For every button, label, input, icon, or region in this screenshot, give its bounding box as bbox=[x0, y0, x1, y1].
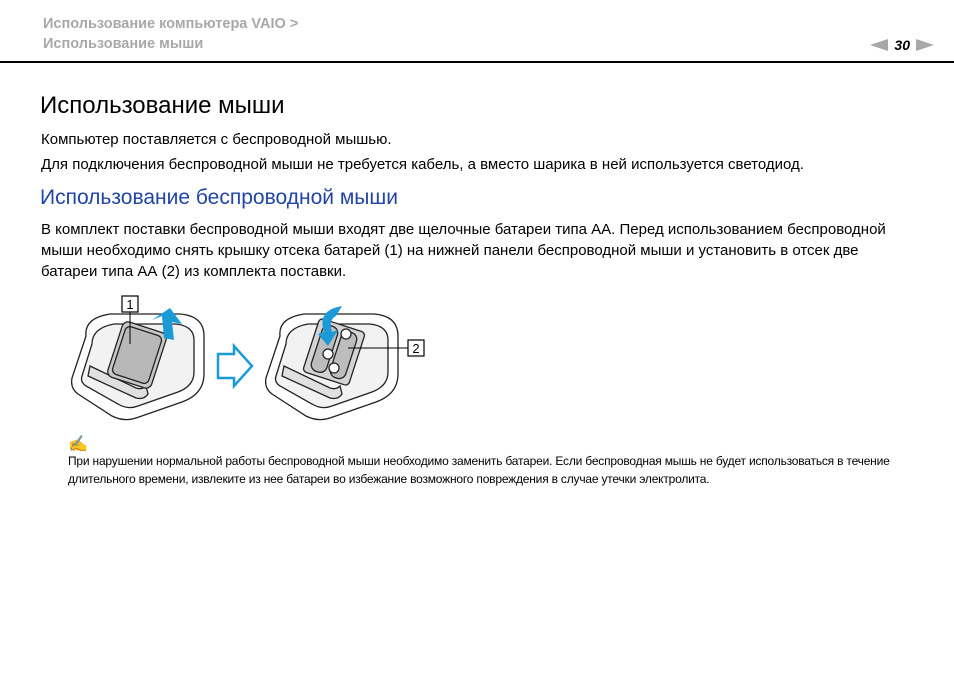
header-divider bbox=[0, 61, 954, 63]
page-number: 30 bbox=[894, 37, 910, 53]
intro-paragraph-2: Для подключения беспроводной мыши не требуется кабель, а вместо шарика в ней используется светодиод. bbox=[41, 156, 804, 173]
callout-label-2: 2 bbox=[412, 341, 420, 356]
mouse-underside-cover-removal bbox=[72, 314, 204, 420]
page-navigator bbox=[870, 36, 934, 54]
page-title: Использование мыши bbox=[40, 92, 285, 119]
mouse-battery-illustration bbox=[66, 290, 426, 426]
pencil-note-icon: ✍ bbox=[68, 436, 88, 453]
section-paragraph: В комплект поставки беспроводной мыши входят две щелочные батареи типа АА. Перед использованием беспроводной мыши необходимо снять крышку отсека батарей (1) на нижней панели беспроводной мыши и установить в отсек две батареи типа АА (2) из комплекта поставки. bbox=[41, 221, 886, 280]
breadcrumb-line-2: Использование мыши bbox=[43, 36, 204, 52]
next-page-arrow-icon[interactable] bbox=[916, 39, 934, 51]
breadcrumb-line-1: Использование компьютера VAIO > bbox=[43, 16, 299, 32]
note-text: При нарушении нормальной работы беспроводной мыши необходимо заменить батареи. Если беспроводная мышь не будет использоваться в течение длительного времени, извлеките из нее батареи во избежание возможного повреждения в случае утечки электролита. bbox=[68, 454, 890, 486]
mouse-underside-battery-insert bbox=[266, 314, 398, 420]
previous-page-arrow-icon[interactable] bbox=[870, 39, 888, 51]
intro-paragraph-1: Компьютер поставляется с беспроводной мышью. bbox=[41, 131, 392, 148]
callout-label-1: 1 bbox=[126, 297, 134, 312]
section-title: Использование беспроводной мыши bbox=[40, 186, 398, 209]
next-step-arrow-icon bbox=[218, 346, 252, 386]
